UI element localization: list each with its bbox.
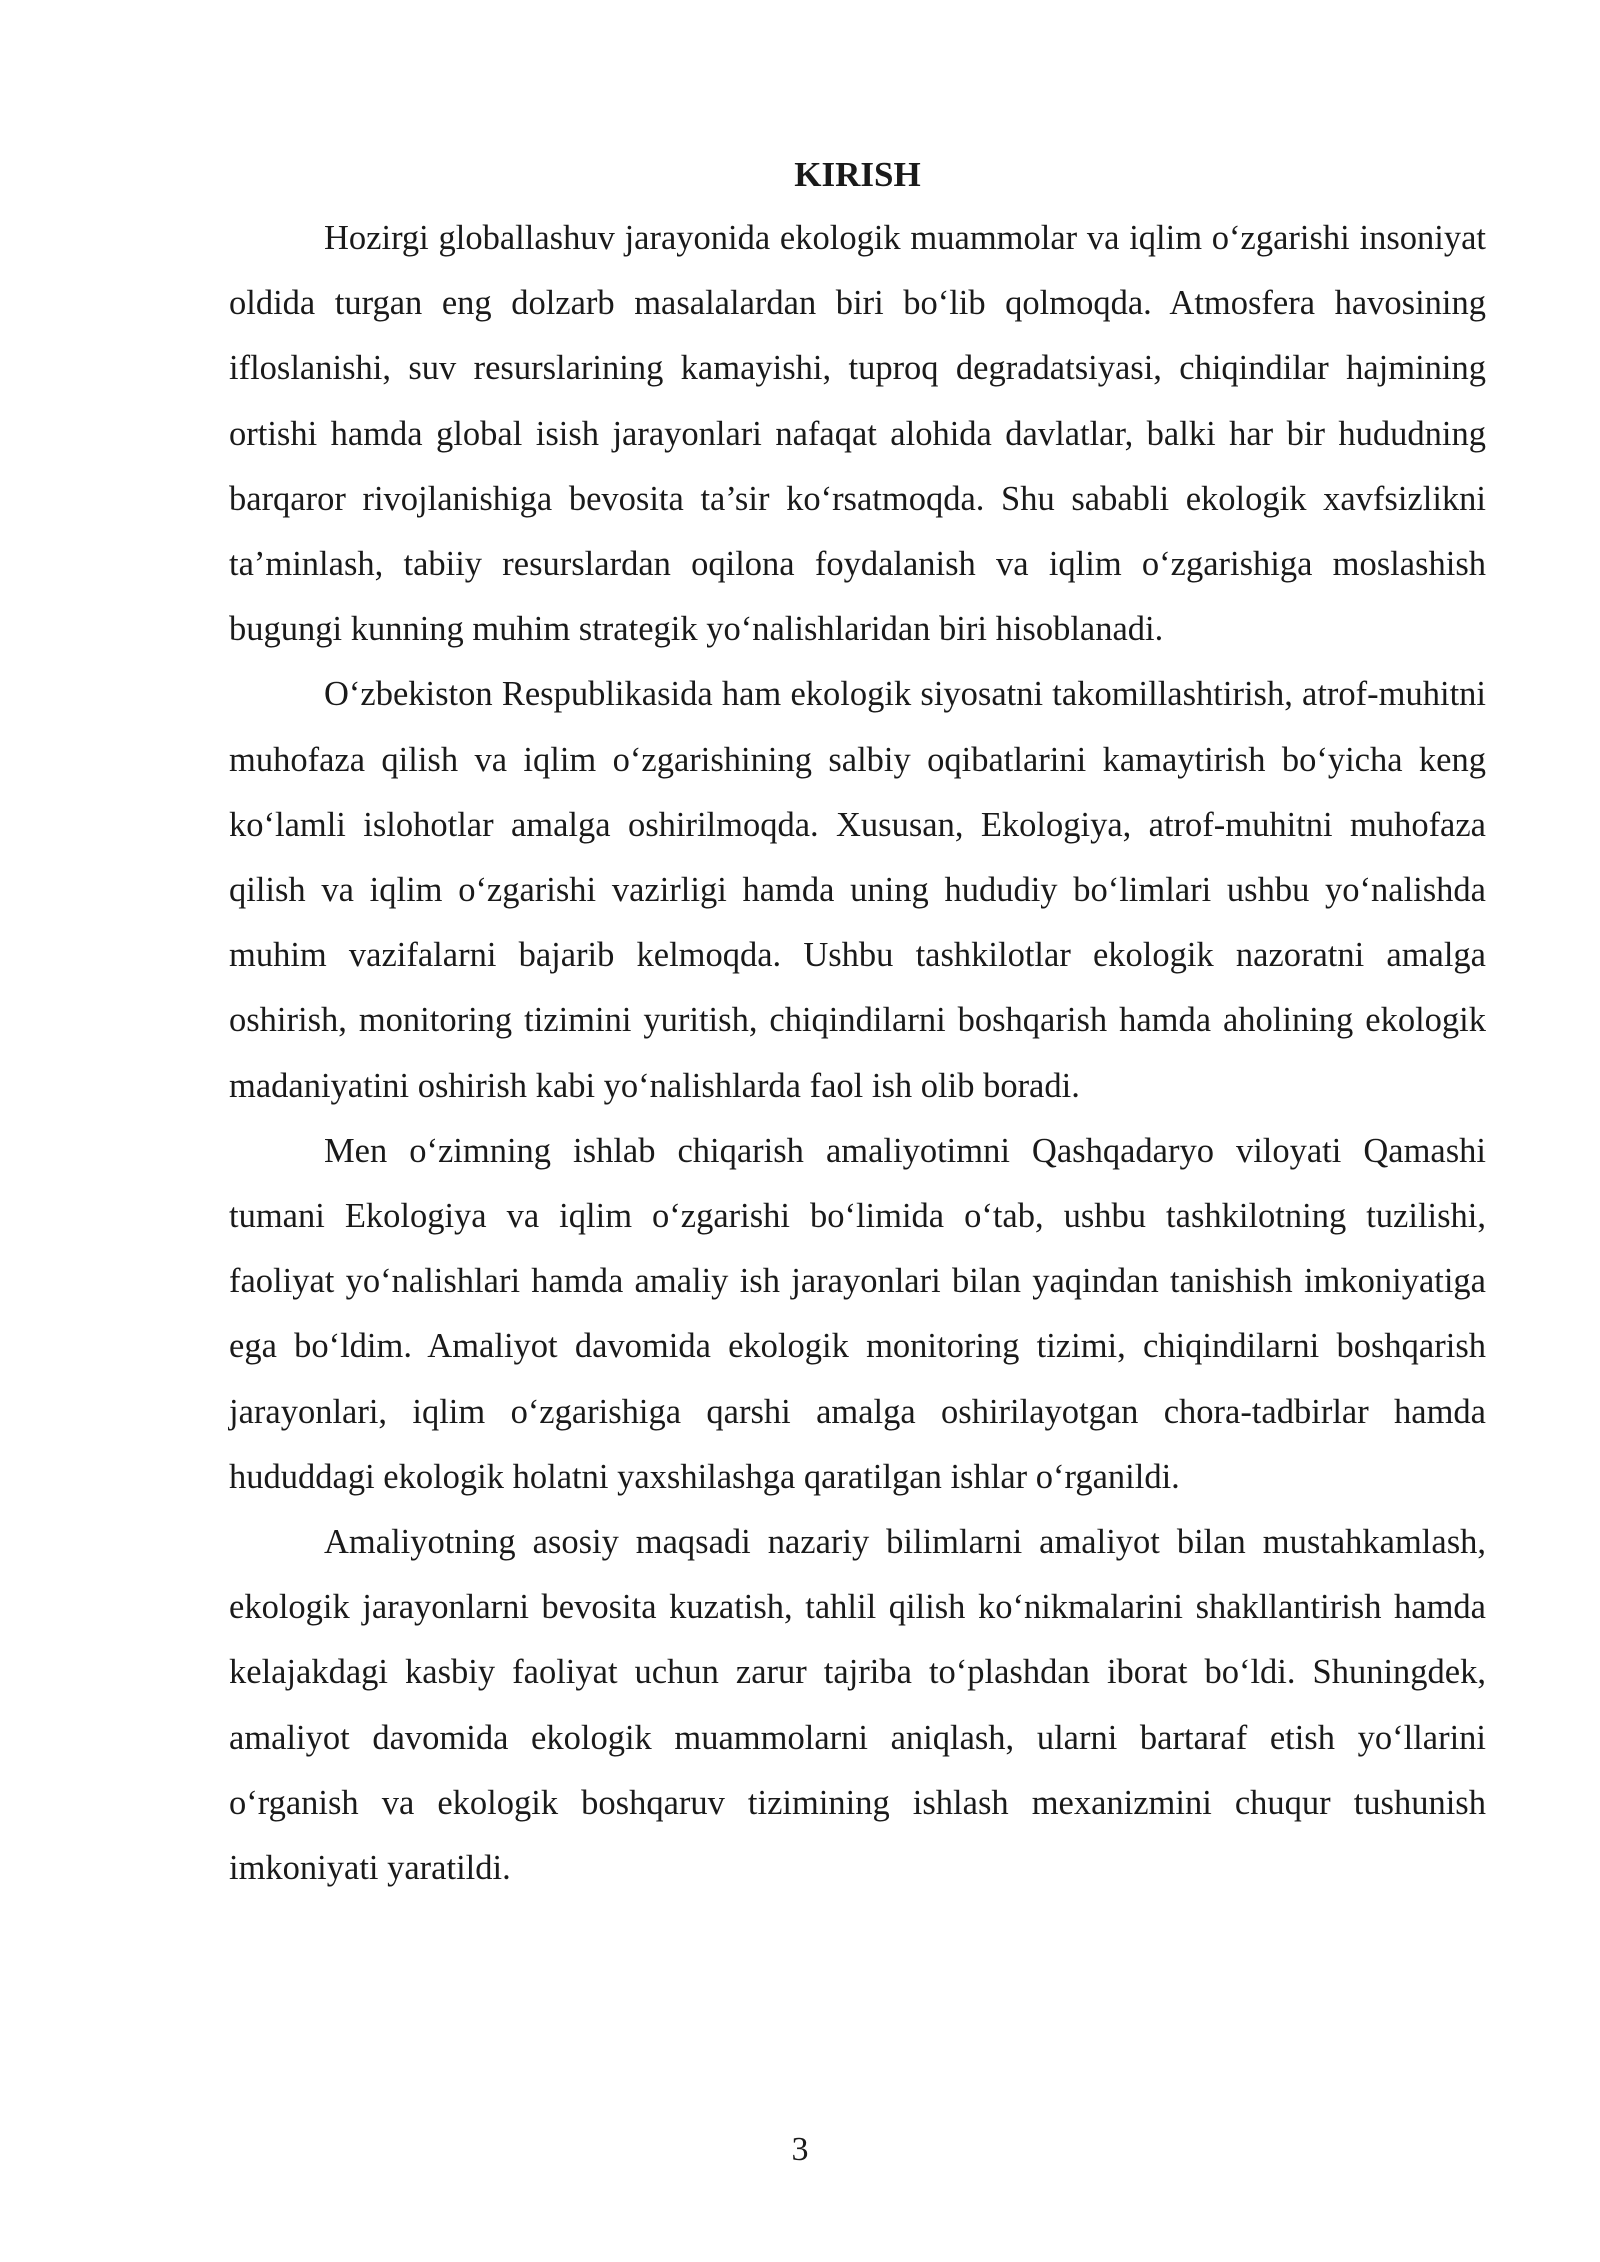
paragraph-3: Men o‘zimning ishlab chiqarish amaliyotimni Qashqadaryo viloyati Qamashi tumani Ekologiya va iqlim o‘zgarishi bo‘limida o‘tab, ushbu tashkilotning tuzilishi, faoliyat yo‘nalishlari hamda amaliy ish jarayonlari bilan yaqindan tanishish imkoniyatiga ega bo‘ldim. Amaliyot davomida ekologik monitoring tizimi, chiqindilarni boshqarish jarayonlari, iqlim o‘zgarishiga qarshi amalga oshirilayotgan chora-tadbirlar hamda hududdagi ekologik holatni yaxshilashga qaratilgan ishlar o‘rganildi. — [229, 1131, 1486, 1496]
page-content — [229, 148, 1486, 1901]
paragraph-1: Hozirgi globallashuv jarayonida ekologik muammolar va iqlim o‘zgarishi insoniyat oldida turgan eng dolzarb masalalardan biri bo‘lib qolmoqda. Atmosfera havosining ifloslanishi, suv resurslarining kamayishi, tuproq degradatsiyasi, chiqindilar hajmining ortishi hamda global isish jarayonlari nafaqat alohida davlatlar, balki har bir hududning barqaror rivojlanishiga bevosita ta’sir ko‘rsatmoqda. Shu sababli ekologik xavfsizlikni ta’minlash, tabiiy resurslardan oqilona foydalanish va iqlim o‘zgarishiga moslashish bugungi kunning muhim strategik yo‘nalishlaridan biri hisoblanadi. — [229, 219, 1486, 649]
paragraph-2: O‘zbekiston Respublikasida ham ekologik siyosatni takomillashtirish, atrof-muhitni muhofaza qilish va iqlim o‘zgarishining salbiy oqibatlarini kamaytirish bo‘yicha keng ko‘lamli islohotlar amalga oshirilmoqda. Xususan, Ekologiya, atrof-muhitni muhofaza qilish va iqlim o‘zgarishi vazirligi hamda uning hududiy bo‘limlari ushbu yo‘nalishda muhim vazifalarni bajarib kelmoqda. Ushbu tashkilotlar ekologik nazoratni amalga oshirish, monitoring tizimini yuritish, chiqindilarni boshqarish hamda aholining ekologik madaniyatini oshirish kabi yo‘nalishlarda faol ish olib boradi. — [229, 675, 1486, 1105]
section-heading: KIRISH — [794, 155, 921, 194]
page-number: 3 — [791, 2131, 809, 2168]
paragraph-4: Amaliyotning asosiy maqsadi nazariy bilimlarni amaliyot bilan mustahkamlash, ekologik jarayonlarni bevosita kuzatish, tahlil qilish ko‘nikmalarini shakllantirish hamda kelajakdagi kasbiy faoliyat uchun zarur tajriba to‘plashdan iborat bo‘ldi. Shuningdek, amaliyot davomida ekologik muammolarni aniqlash, ularni bartaraf etish yo‘llarini o‘rganish va ekologik boshqaruv tizimining ishlash mexanizmini chuqur tushunish imkoniyati yaratildi. — [229, 1523, 1486, 1888]
